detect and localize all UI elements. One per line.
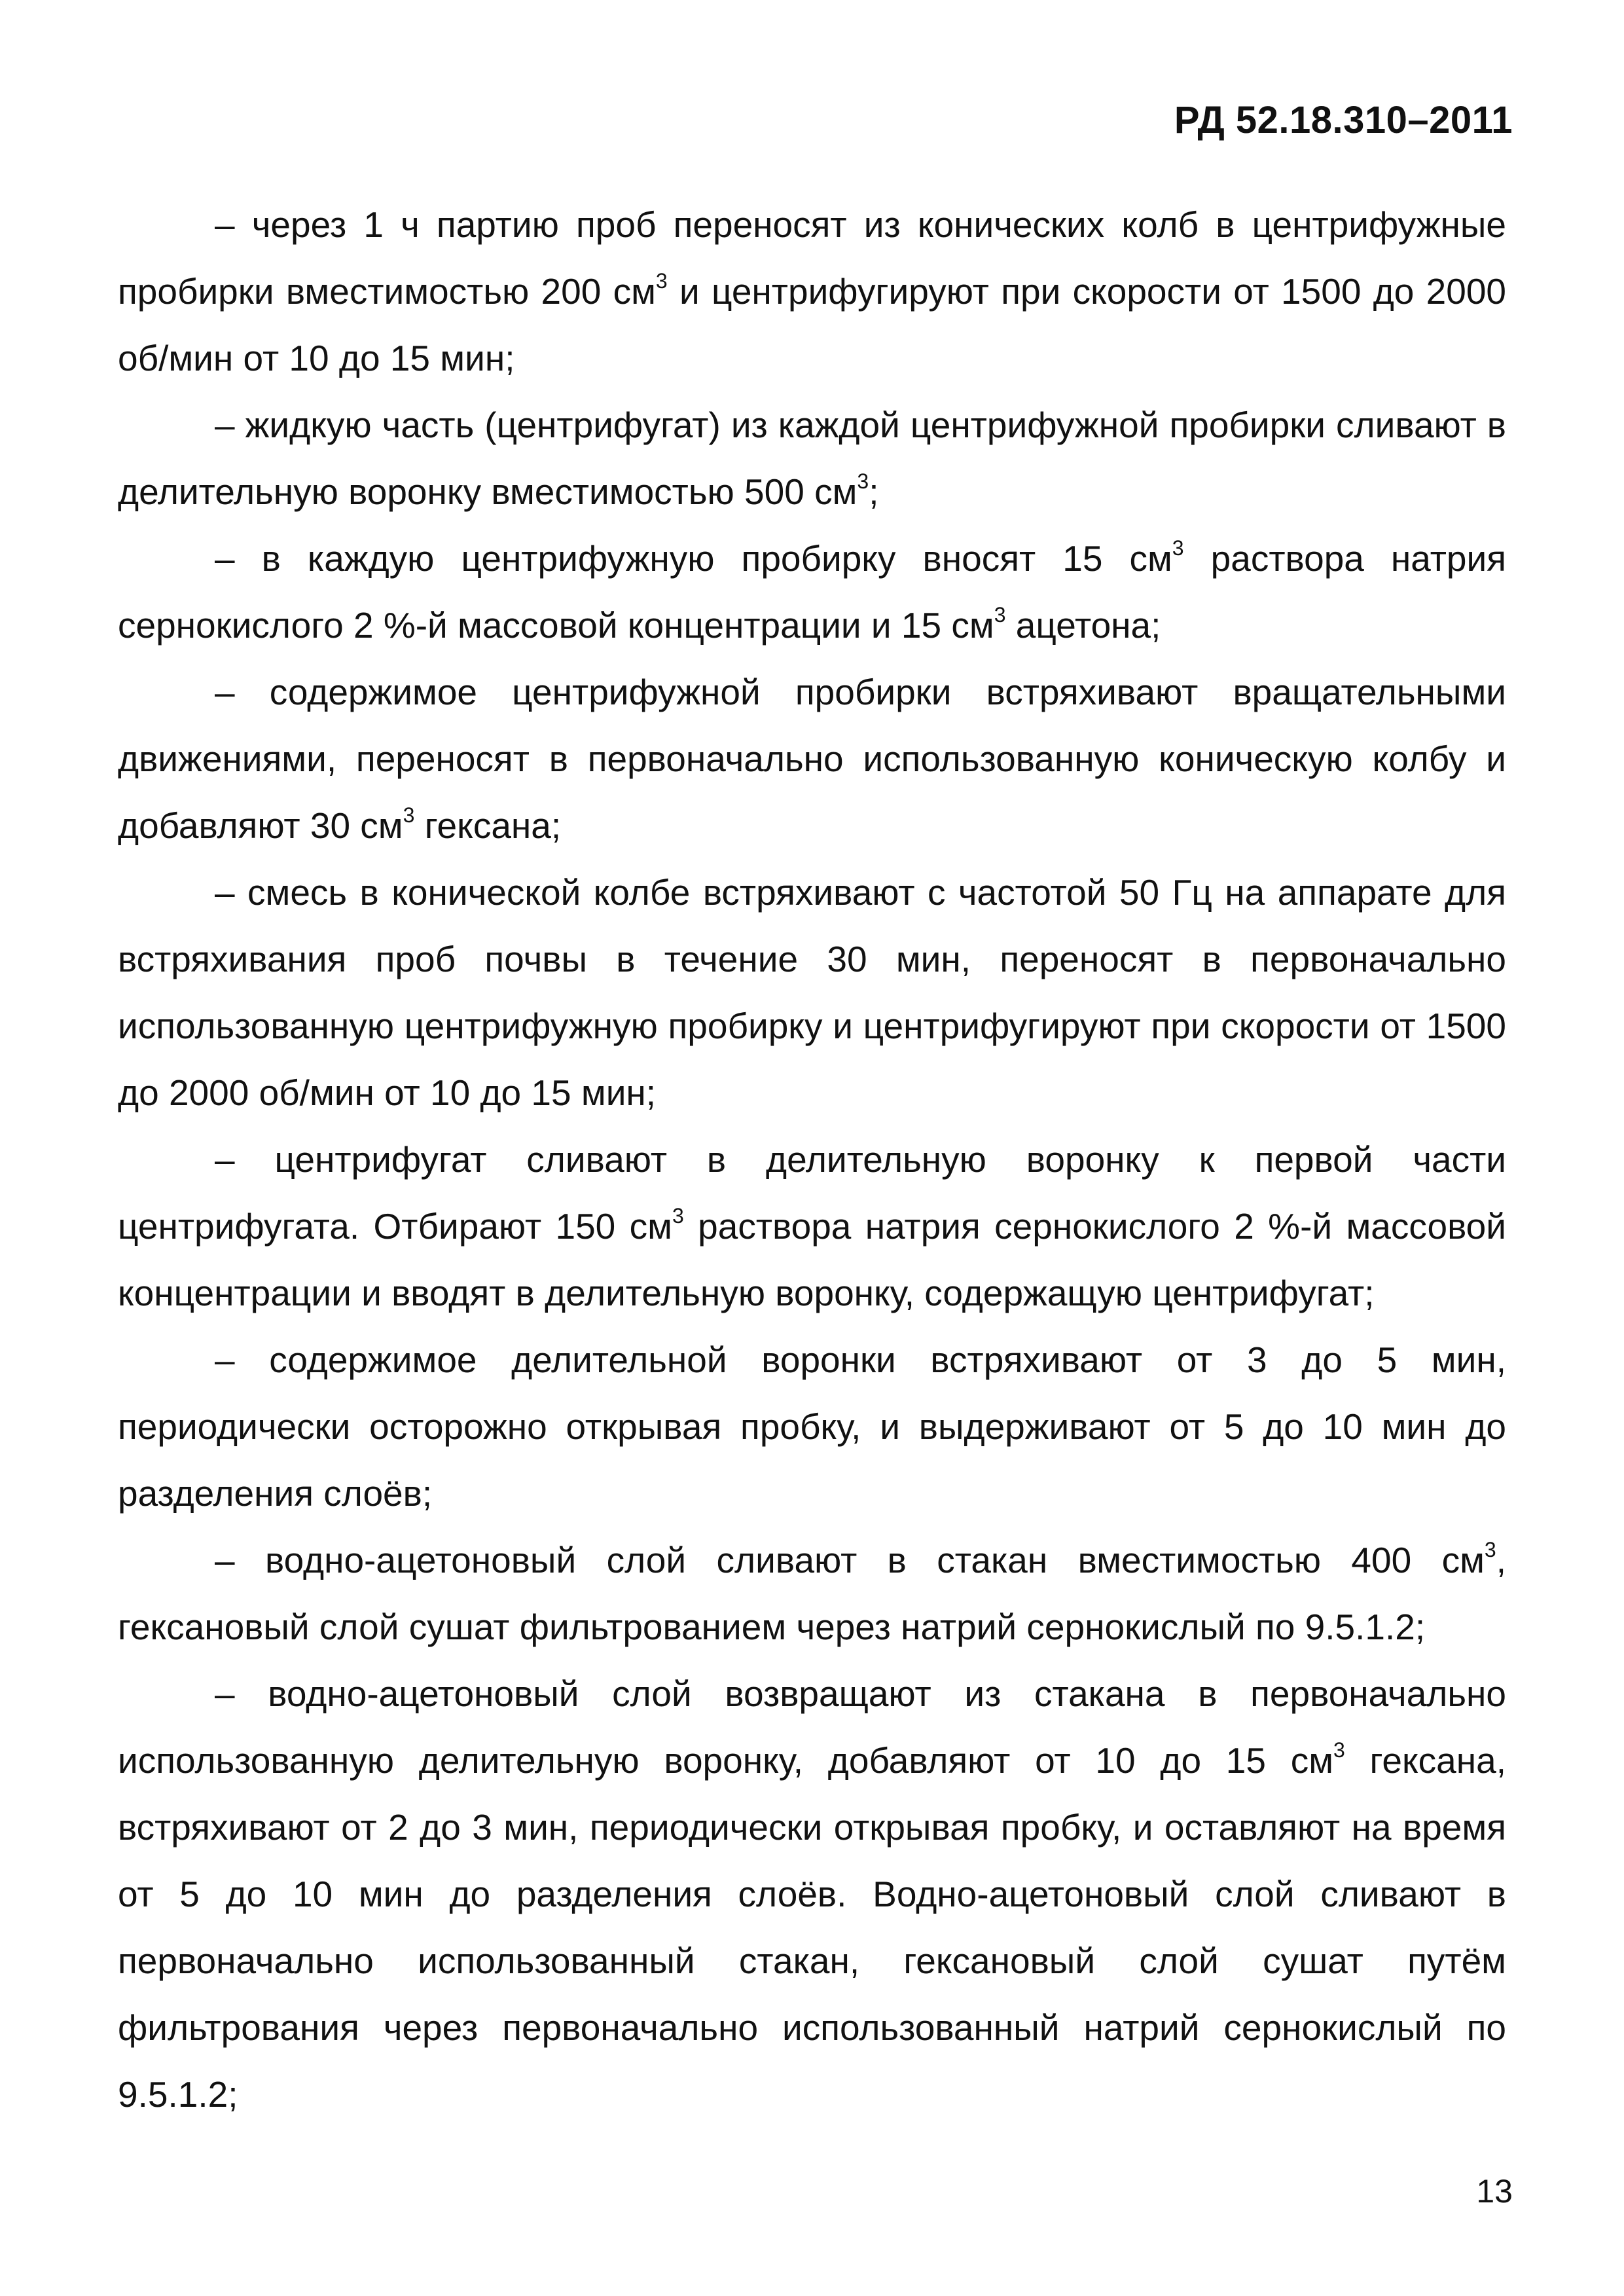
paragraph [118,191,1506,392]
text-segment: – в каждую центрифужную пробирку вносят 15 см [215,538,1172,579]
paragraph [118,659,1506,859]
paragraph [118,1126,1506,1326]
text-segment: , гексановый слой сушат фильтрованием через натрий сернокислый по 9.5.1.2; [118,1540,1506,1647]
superscript: 3 [655,269,668,293]
text-segment: – через 1 ч партию проб переносят из конических колб в центрифужные пробирки вместимостью 200 см [118,204,1506,312]
paragraph [118,1527,1506,1660]
text-segment: – водно-ацетоновый слой возвращают из стакана в первоначально использованную делительную воронку, добавляют от 10 до 15 см [118,1673,1506,1781]
text-segment: – водно-ацетоновый слой сливают в стакан вместимостью 400 см [215,1540,1485,1580]
text-segment: ; [869,471,879,512]
superscript: 3 [994,603,1006,627]
text-segment: – содержимое центрифужной пробирки встряхивают вращательными движениями, переносят в первоначально использованную коническую колбу и добавляют 30 см [118,672,1506,846]
superscript: 3 [1484,1538,1496,1561]
text-segment: – содержимое делительной воронки встряхивают от 3 до 5 мин, периодически осторожно открывая пробку, и выдерживают от 5 до 10 мин до разделения слоёв; [118,1339,1506,1514]
paragraph [118,859,1506,1126]
text-segment: – центрифугат сливают в делительную воронку к первой части центрифугата. Отбирают 150 см [118,1139,1506,1247]
superscript: 3 [1172,536,1184,560]
superscript: 3 [403,803,415,827]
superscript: 3 [857,469,869,493]
superscript: 3 [672,1204,684,1228]
paragraph [118,525,1506,659]
superscript: 3 [1333,1738,1345,1762]
text-segment: гексана, встряхивают от 2 до 3 мин, периодически открывая пробку, и оставляют на время от 5 до 10 мин до разделения слоёв. Водно-ацетоновый слой сливают в первоначально использованный стакан, гексановый слой сушат путём фильтрования через первоначально использованный натрий сернокислый по 9.5.1.2; [118,1740,1507,2115]
text-segment: и центрифугируют при скорости от 1500 до 2000 об/мин от 10 до 15 мин; [118,271,1506,378]
text-segment: – смесь в конической колбе встряхивают с частотой 50 Гц на аппарате для встряхивания проб почвы в течение 30 мин, переносят в первоначально использованную центрифужную пробирку и центрифугируют при скорости от 1500 до 2000 об/мин от 10 до 15 мин; [118,872,1506,1113]
paragraph [118,1326,1506,1527]
page-number: 13 [1476,2173,1513,2210]
text-segment: раствора натрия сернокислого 2 %-й массовой концентрации и 15 см [118,538,1506,646]
text-segment: раствора натрия сернокислого 2 %-й массовой концентрации и вводят в делительную воронку, содержащую центрифугат; [118,1206,1506,1313]
document-body [118,191,1506,2128]
text-segment: ацетона; [1005,605,1161,646]
text-segment: – жидкую часть (центрифугат) из каждой центрифужной пробирки сливают в делительную воронку вместимостью 500 см [118,405,1506,512]
paragraph [118,392,1506,525]
paragraph [118,1660,1506,2128]
text-segment: гексана; [414,805,562,846]
document-code-header: РД 52.18.310–2011 [1174,99,1513,141]
